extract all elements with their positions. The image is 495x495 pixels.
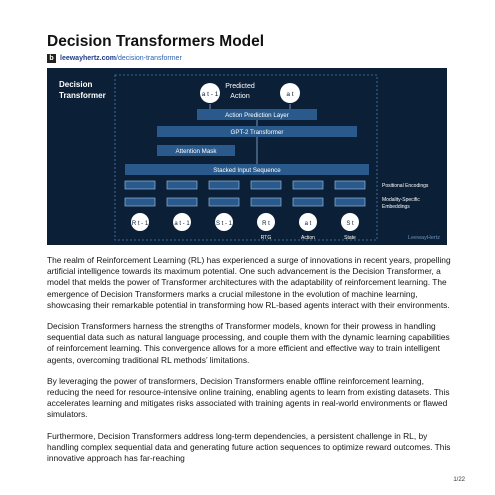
next-token-label: a t [286,91,294,98]
input-token-4-label: R t [262,221,270,227]
gpt2-transformer-label: GPT-2 Transformer [230,129,284,136]
input-token-1-label: R t - 1 [131,221,149,227]
source-domain: leewayhertz.com [60,55,117,62]
state-label: State [344,235,356,241]
paragraph-2: Decision Transformers harness the strengths of Transformer models, known for their prowess in handling sequential data such as natural language processing, and couple them with the dynamic learning capabilities of reinforcement learning. This convergence allows for a more efficient and effective way to train intelligent agents, overcoming traditional RL methods’ limitations. [47,321,450,365]
page-title: Decision Transformers Model [47,33,265,50]
predicted-token-label: a t - 1 [201,91,219,98]
paragraph-4: Furthermore, Decision Transformers address long-term dependencies, a persistent challenge in RL, by handling complex sequential data and generating future action sequences to optimize reward outcomes. This innovative approach has far-reaching [47,430,451,464]
modality-label-line1: Modality-Specific [382,197,420,203]
source-line [47,54,182,63]
rtg-label: RTG [260,235,272,241]
input-token-5-label: a t [304,221,312,227]
panel-title-line2: Transformer [59,91,106,100]
predicted-label-line2: Action [230,93,250,100]
attention-mask-label: Attention Mask [175,148,217,155]
watermark: LeewayHertz [407,235,440,241]
paragraph-3: By leveraging the power of transformers, Decision Transformers enable offline reinforcement learning, reducing the need for resource-intensive online training, enabling agents to learn from existing datasets. This accelerates learning and mitigates risks associated with training agents in real-world environments or flawed simulators. [47,375,450,420]
predicted-label-line1: Predicted [225,83,255,90]
action-prediction-layer-label: Action Prediction Layer [225,112,289,119]
stacked-input-label: Stacked Input Sequence [213,167,281,174]
action-label: Action [301,235,315,241]
leewayhertz-b-icon: b [47,54,56,63]
positional-encodings-label: Positional Encodings [382,183,429,189]
panel-title-line1: Decision [59,80,93,89]
modality-label-line2: Embeddings [382,204,410,210]
article-body [47,255,457,474]
source-link[interactable] [60,55,182,62]
input-token-6-label: S t [346,221,354,227]
paragraph-1: The realm of Reinforcement Learning (RL) has experienced a surge of innovations in recent years, propelling artificial intelligence towards its maximum potential. One such advancement is the Decision Transformer, a model that melds the power of Transformer architectures with the adaptability of reinforcement learning. The emergence of Decision Transformers marks a crucial milestone in the evolution of machine learning, showcasing their remarkable potential in transforming how RL-based agents interact with their environments. [47,255,451,310]
input-token-2-label: a t - 1 [174,221,190,227]
page-number: 1/22 [453,477,465,483]
decision-transformer-diagram [47,68,447,245]
source-path: /decision-transformer [116,55,182,62]
input-token-3-label: S t - 1 [215,221,233,227]
